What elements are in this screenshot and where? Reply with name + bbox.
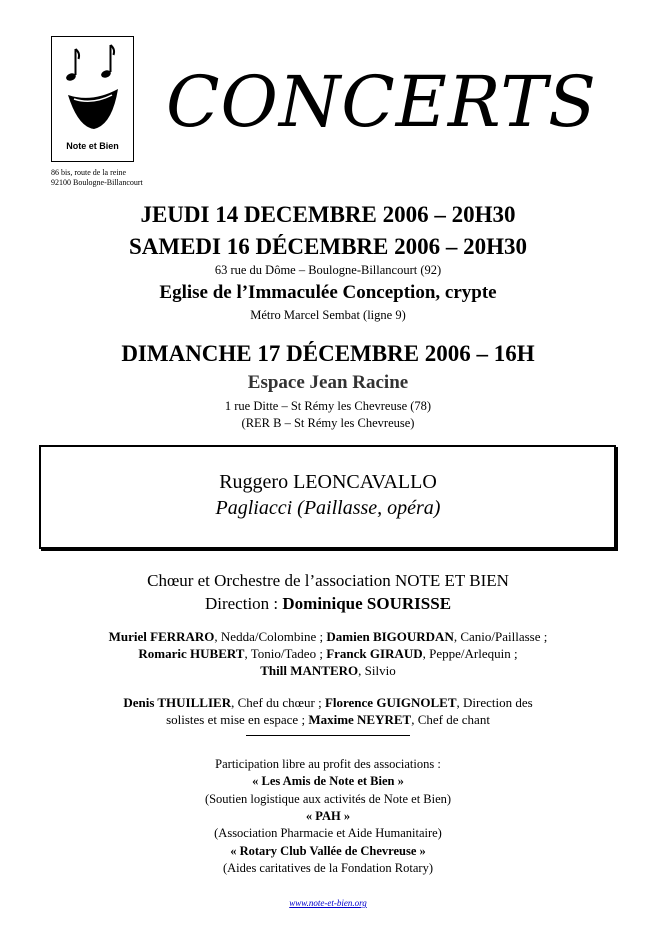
logo-text: Note et Bien xyxy=(66,141,119,151)
association-3-desc: (Aides caritatives de la Fondation Rotary) xyxy=(222,861,433,875)
association-2: « PAH » xyxy=(305,809,351,823)
concert-date-2: SAMEDI 16 DÉCEMBRE 2006 – 20H30 xyxy=(128,234,528,259)
staff-line-1 xyxy=(0,694,656,711)
cast-role: , Silvio xyxy=(358,663,396,678)
association-1-desc: (Soutien logistique aux activités de Note et Bien) xyxy=(204,792,452,806)
cast-line-3 xyxy=(0,662,656,679)
address-line-1: 86 bis, route de la reine xyxy=(51,168,127,177)
staff-name: Denis THUILLIER xyxy=(123,695,232,710)
website-link[interactable]: www.note-et-bien.org xyxy=(289,898,367,908)
cast-line-1 xyxy=(0,628,656,645)
cast-name: Romaric HUBERT xyxy=(138,646,245,661)
concert-date-1: JEUDI 14 DECEMBRE 2006 – 20H30 xyxy=(140,202,516,227)
staff-line-2 xyxy=(0,711,656,728)
cast-name: Muriel FERRARO xyxy=(108,629,215,644)
cast-name: Damien BIGOURDAN xyxy=(326,629,454,644)
venue-1-address: 63 rue du Dôme – Boulogne-Billancourt (92) xyxy=(214,263,442,277)
venue-2-name: Espace Jean Racine xyxy=(247,372,409,393)
staff-name: Maxime NEYRET xyxy=(308,712,412,727)
staff-name: Florence GUIGNOLET xyxy=(324,695,457,710)
website-line xyxy=(0,891,656,910)
cast-role: , Nedda/Colombine ; xyxy=(214,629,327,644)
venue-2-transport: (RER B – St Rémy les Chevreuse) xyxy=(241,416,415,430)
cast-role: , Peppe/Arlequin ; xyxy=(422,646,518,661)
cast-role: , Tonio/Tadeo ; xyxy=(244,646,327,661)
program-composer: Ruggero LEONCAVALLO xyxy=(219,471,437,493)
staff-role: , Chef de chant xyxy=(411,712,490,727)
direction-label: Direction : xyxy=(204,594,283,613)
cast-line-2 xyxy=(0,645,656,662)
logo xyxy=(51,36,134,162)
divider xyxy=(246,735,410,736)
participation-intro: Participation libre au profit des associations : xyxy=(215,757,441,771)
venue-1-metro: Métro Marcel Sembat (ligne 9) xyxy=(250,308,406,322)
director-name: Dominique SOURISSE xyxy=(282,594,452,613)
page-title: CONCERTS xyxy=(166,61,597,143)
cast-name: Thill MANTERO xyxy=(260,663,359,678)
smiling-face-notes-icon xyxy=(52,37,133,141)
concert-date-3: DIMANCHE 17 DÉCEMBRE 2006 – 16H xyxy=(121,341,535,366)
association-3: « Rotary Club Vallée de Chevreuse » xyxy=(230,844,426,858)
cast-name: Franck GIRAUD xyxy=(326,646,423,661)
address-line-2: 92100 Boulogne-Billancourt xyxy=(51,178,143,187)
cast-role: , Canio/Paillasse ; xyxy=(453,629,548,644)
program-work: Pagliacci (Paillasse, opéra) xyxy=(215,497,441,519)
choir-orchestra: Chœur et Orchestre de l’association NOTE ET BIEN xyxy=(147,571,509,590)
venue-2-address: 1 rue Ditte – St Rémy les Chevreuse (78) xyxy=(224,399,432,413)
direction-line xyxy=(0,593,656,615)
venue-1-name: Eglise de l’Immaculée Conception, crypte xyxy=(159,282,497,303)
association-1: « Les Amis de Note et Bien » xyxy=(252,774,404,788)
staff-role: , Direction des xyxy=(456,695,533,710)
staff-role: , Chef du chœur ; xyxy=(231,695,325,710)
association-2-desc: (Association Pharmacie et Aide Humanitaire) xyxy=(214,826,442,840)
staff-role: solistes et mise en espace ; xyxy=(166,712,309,727)
